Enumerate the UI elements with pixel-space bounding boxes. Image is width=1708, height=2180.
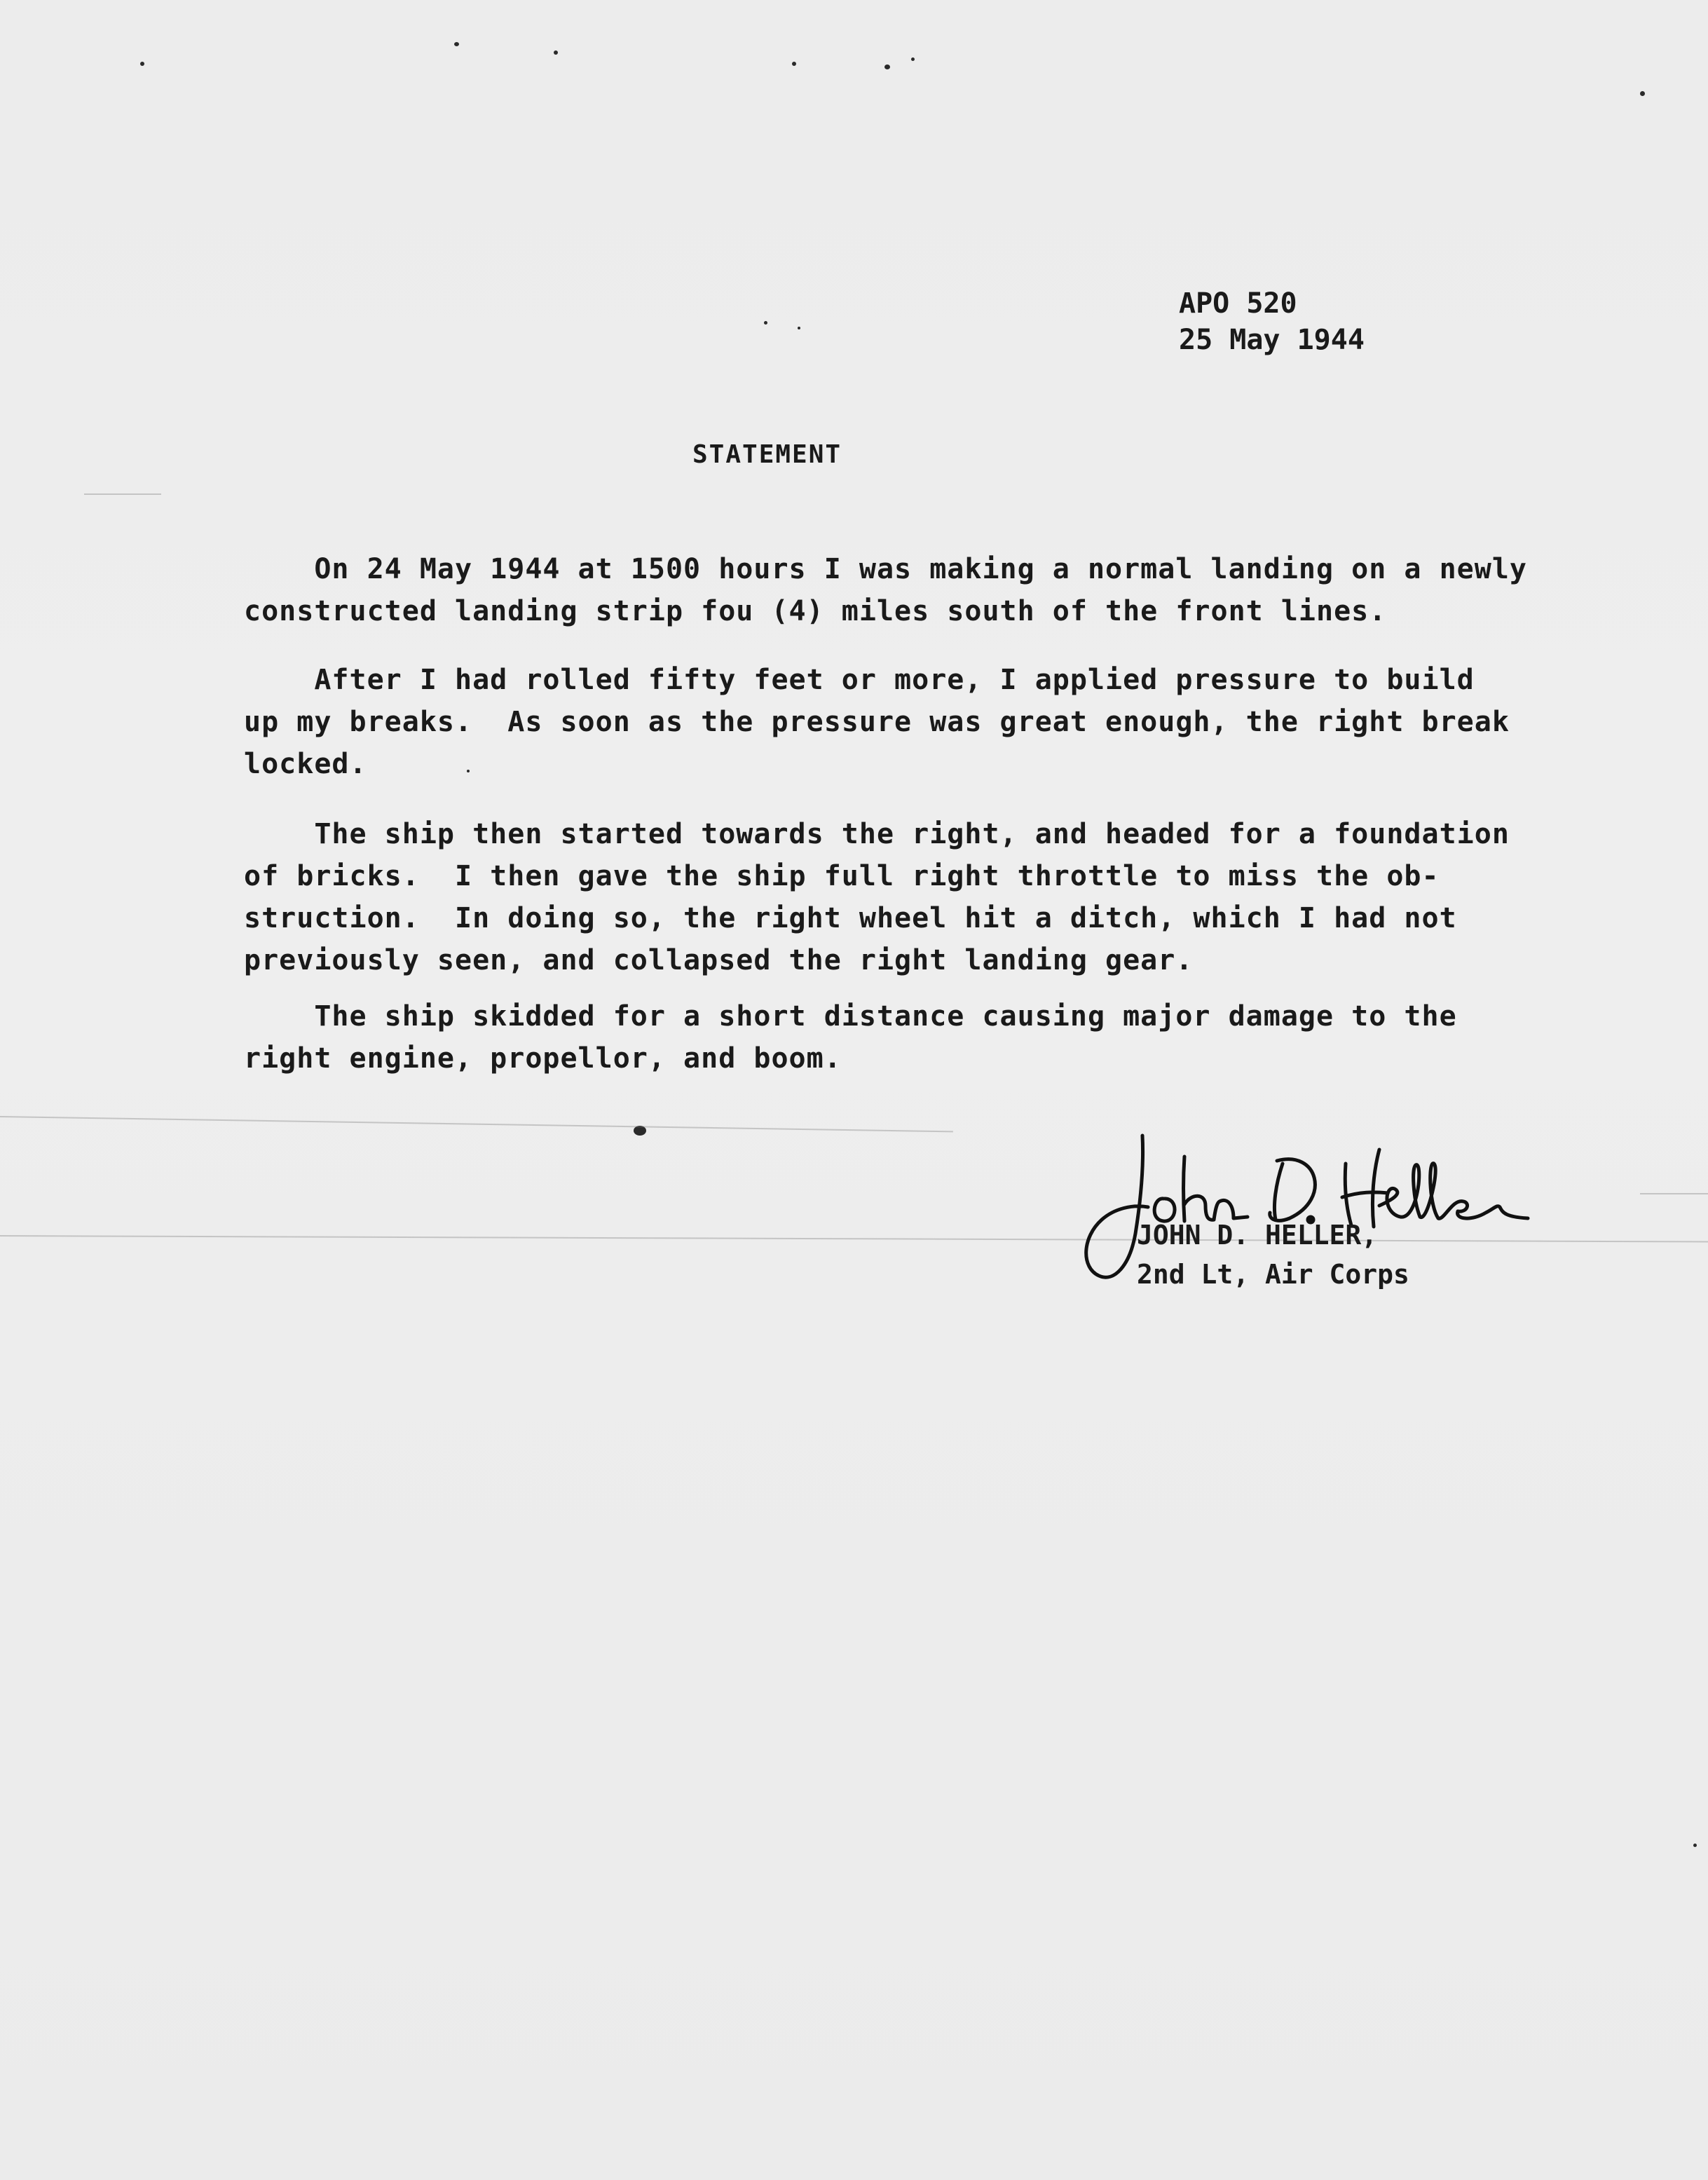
paragraph-line: After I had rolled fifty feet or more, I applied pressure to build bbox=[244, 664, 1475, 696]
paragraph-2 bbox=[244, 659, 1562, 785]
scan-speck bbox=[140, 62, 144, 66]
document-date: 25 May 1944 bbox=[1179, 324, 1365, 356]
paragraph-line: up my breaks. As soon as the pressure was great enough, the right break bbox=[244, 706, 1510, 738]
signatory-name: JOHN D. HELLER, bbox=[1137, 1220, 1378, 1251]
scan-speck bbox=[792, 62, 796, 66]
paragraph-line: constructed landing strip fou (4) miles south of the front lines. bbox=[244, 595, 1387, 627]
apo-number: APO 520 bbox=[1179, 287, 1297, 320]
paragraph-4 bbox=[244, 995, 1562, 1079]
paragraph-line: On 24 May 1944 at 1500 hours I was making a normal landing on a newly bbox=[244, 553, 1527, 585]
paragraph-3 bbox=[244, 813, 1562, 981]
paragraph-line: right engine, propellor, and boom. bbox=[244, 1042, 842, 1075]
paragraph-line: of bricks. I then gave the ship full right throttle to miss the ob- bbox=[244, 860, 1440, 892]
scan-speck bbox=[1640, 91, 1645, 96]
paragraph-line: The ship skidded for a short distance causing major damage to the bbox=[244, 1000, 1457, 1033]
scan-streak bbox=[84, 493, 161, 495]
paragraph-1 bbox=[244, 548, 1562, 632]
document-title: STATEMENT bbox=[692, 440, 842, 469]
signatory-rank: 2nd Lt, Air Corps bbox=[1137, 1259, 1409, 1290]
scan-speck bbox=[454, 42, 459, 46]
scan-speck bbox=[764, 321, 767, 325]
scan-speck bbox=[1693, 1844, 1697, 1847]
paragraph-line: previously seen, and collapsed the right landing gear. bbox=[244, 944, 1194, 976]
scan-speck bbox=[884, 64, 890, 69]
paragraph-line: struction. In doing so, the right wheel hit a ditch, which I had not bbox=[244, 902, 1457, 934]
scan-streak bbox=[0, 1116, 953, 1132]
paragraph-line: The ship then started towards the right, and headed for a foundation bbox=[244, 818, 1510, 850]
scan-speck bbox=[554, 50, 558, 55]
scan-speck bbox=[798, 327, 800, 329]
scan-streak bbox=[1640, 1193, 1708, 1194]
scan-speck bbox=[911, 57, 915, 61]
paragraph-line: locked. bbox=[244, 748, 367, 780]
